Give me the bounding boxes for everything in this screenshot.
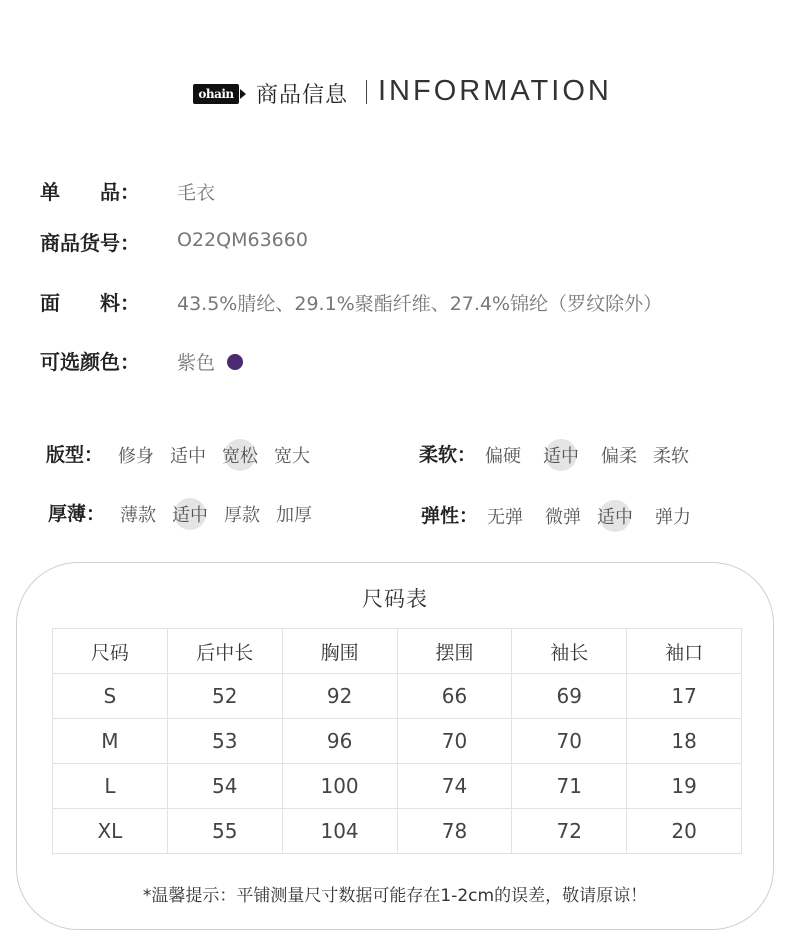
elasticity-label: 弹性： xyxy=(421,505,479,527)
size-cell: 104 xyxy=(282,809,397,854)
logo-arrow-icon xyxy=(240,89,246,99)
fit-option: 适中 xyxy=(170,446,206,467)
softness-option: 偏柔 xyxy=(601,446,637,467)
size-cell: XL xyxy=(53,809,168,854)
size-cell: 55 xyxy=(167,809,282,854)
size-cell: 53 xyxy=(167,719,282,764)
brand-logo: ohain xyxy=(193,84,239,104)
color-swatch xyxy=(227,354,243,370)
elasticity-option: 适中 xyxy=(597,503,633,529)
size-cell: 74 xyxy=(397,764,512,809)
size-cell: 100 xyxy=(282,764,397,809)
color-value-wrap xyxy=(177,348,243,375)
thickness-option: 适中 xyxy=(172,501,208,527)
size-cell: M xyxy=(53,719,168,764)
size-cell: 78 xyxy=(397,809,512,854)
size-cell: 18 xyxy=(627,719,742,764)
size-cell: 19 xyxy=(627,764,742,809)
softness-option: 适中 xyxy=(543,442,579,468)
color-value: 紫色 xyxy=(177,352,216,374)
header-title-cn: 商品信息 xyxy=(256,83,349,108)
size-cell: 96 xyxy=(282,719,397,764)
size-cell: 70 xyxy=(397,719,512,764)
sku-value: O22QM63660 xyxy=(177,229,308,251)
size-chart-panel xyxy=(16,562,774,930)
size-header-cell: 后中长 xyxy=(167,629,282,674)
thickness-option: 厚款 xyxy=(224,505,260,526)
softness-option: 偏硬 xyxy=(485,446,521,467)
size-cell: 52 xyxy=(167,674,282,719)
table-row xyxy=(53,719,742,764)
size-cell: 54 xyxy=(167,764,282,809)
size-cell: 71 xyxy=(512,764,627,809)
size-cell: 69 xyxy=(512,674,627,719)
fabric-label: 面 料： xyxy=(40,291,140,315)
color-label: 可选颜色： xyxy=(40,350,140,374)
fit-label: 版型： xyxy=(46,444,104,466)
fit-option: 宽松 xyxy=(222,442,258,468)
size-header-cell: 尺码 xyxy=(53,629,168,674)
header-divider xyxy=(366,80,367,104)
size-chart-title: 尺码表 xyxy=(362,587,428,611)
table-row xyxy=(53,674,742,719)
elasticity-option: 无弹 xyxy=(487,507,523,528)
size-header-cell: 摆围 xyxy=(397,629,512,674)
sku-label: 商品货号： xyxy=(40,231,140,255)
thickness-option: 加厚 xyxy=(276,505,312,526)
size-cell: 70 xyxy=(512,719,627,764)
size-table-header-row xyxy=(53,629,742,674)
size-header-cell: 胸围 xyxy=(282,629,397,674)
size-cell: S xyxy=(53,674,168,719)
size-header-cell: 袖口 xyxy=(627,629,742,674)
size-cell: 20 xyxy=(627,809,742,854)
size-table xyxy=(52,628,742,854)
size-note: *温馨提示：平铺测量尺寸数据可能存在1-2cm的误差，敬请原谅！ xyxy=(142,886,648,906)
table-row xyxy=(53,809,742,854)
fabric-value: 43.5%腈纶、29.1%聚酯纤维、27.4%锦纶（罗纹除外） xyxy=(177,293,663,315)
softness-label: 柔软： xyxy=(419,444,477,466)
fit-option: 修身 xyxy=(118,446,154,467)
thickness-label: 厚薄： xyxy=(48,503,106,525)
table-row xyxy=(53,764,742,809)
size-header-cell: 袖长 xyxy=(512,629,627,674)
size-cell: 92 xyxy=(282,674,397,719)
thickness-option: 薄款 xyxy=(120,505,156,526)
elasticity-option: 弹力 xyxy=(655,507,691,528)
softness-option: 柔软 xyxy=(653,446,689,467)
elasticity-option: 微弹 xyxy=(545,507,581,528)
size-cell: 66 xyxy=(397,674,512,719)
size-cell: 72 xyxy=(512,809,627,854)
info-header xyxy=(0,72,790,112)
header-title-en: INFORMATION xyxy=(378,75,612,107)
size-cell: 17 xyxy=(627,674,742,719)
item-value: 毛衣 xyxy=(177,182,216,204)
size-cell: L xyxy=(53,764,168,809)
fit-option: 宽大 xyxy=(274,446,310,467)
item-label: 单 品： xyxy=(40,180,140,204)
